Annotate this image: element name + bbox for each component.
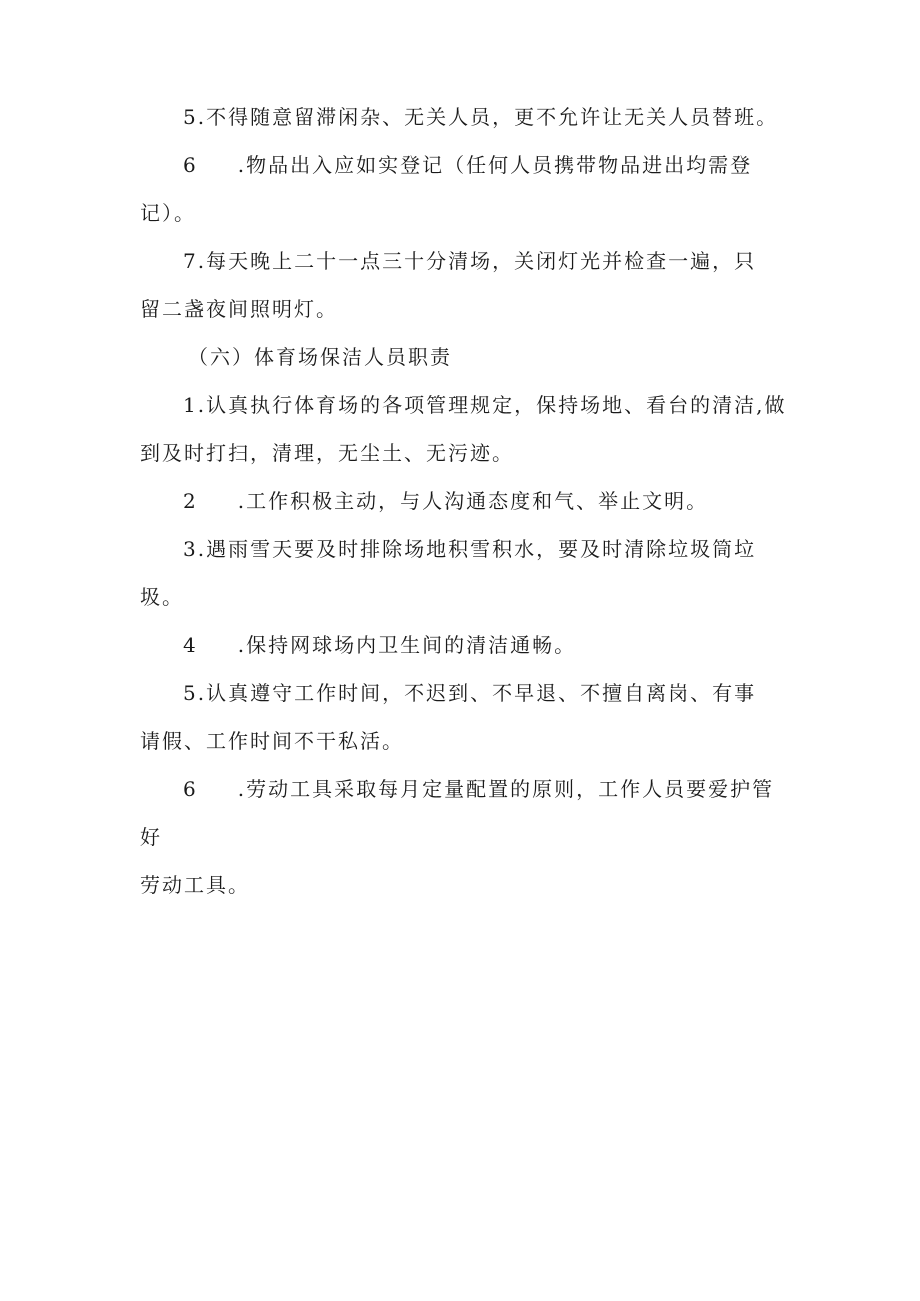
item-number: 5 (183, 681, 198, 705)
paragraph-continuation: 好 (140, 825, 162, 849)
item-number: 6 (183, 777, 198, 801)
item-text: .遇雨雪天要及时排除场地积雪积水，要及时清除垃圾筒垃 (197, 537, 757, 561)
item-number: 5 (183, 105, 198, 129)
paragraph-line (183, 535, 756, 563)
item-text: .每天晚上二十一点三十分清场，关闭灯光并检查一遍，只 (197, 249, 757, 273)
item-text: .物品出入应如实登记（任何人员携带物品进出均需登 (237, 153, 753, 177)
paragraph-continuation: 圾。 (140, 585, 184, 609)
paragraph-line (183, 775, 774, 803)
item-text: .认真执行体育场的各项管理规定，保持场地、看台的清洁,做 (197, 393, 787, 417)
paragraph-line (183, 679, 756, 707)
paragraph-continuation: 留二盏夜间照明灯。 (140, 297, 338, 321)
item-text: .认真遵守工作时间，不迟到、不早退、不擅自离岗、有事 (197, 681, 757, 705)
item-text: .劳动工具采取每月定量配置的原则，工作人员要爱护管 (237, 777, 775, 801)
paragraph-continuation: 到及时打扫，清理，无尘土、无污迹。 (140, 441, 514, 465)
paragraph-continuation: 请假、工作时间不干私活。 (140, 729, 404, 753)
item-number: 6 (183, 153, 198, 177)
item-number: 4 (183, 633, 198, 657)
item-number: 1 (183, 393, 198, 417)
item-text: .不得随意留滞闲杂、无关人员，更不允许让无关人员替班。 (197, 105, 779, 129)
item-text: .工作积极主动，与人沟通态度和气、举止文明。 (237, 489, 709, 513)
paragraph-line (183, 151, 752, 179)
item-text: .保持网球场内卫生间的清洁通畅。 (237, 633, 577, 657)
paragraph-line (183, 103, 778, 131)
item-number: 2 (183, 489, 198, 513)
paragraph-line (183, 247, 756, 275)
paragraph-line (183, 391, 786, 419)
paragraph-line (183, 487, 708, 515)
paragraph-continuation: 劳动工具。 (140, 873, 250, 897)
paragraph-line (183, 631, 576, 659)
section-heading: （六）体育场保洁人员职责 (188, 345, 452, 369)
item-number: 3 (183, 537, 198, 561)
item-number: 7 (183, 249, 198, 273)
paragraph-continuation: 记）。 (140, 201, 196, 225)
